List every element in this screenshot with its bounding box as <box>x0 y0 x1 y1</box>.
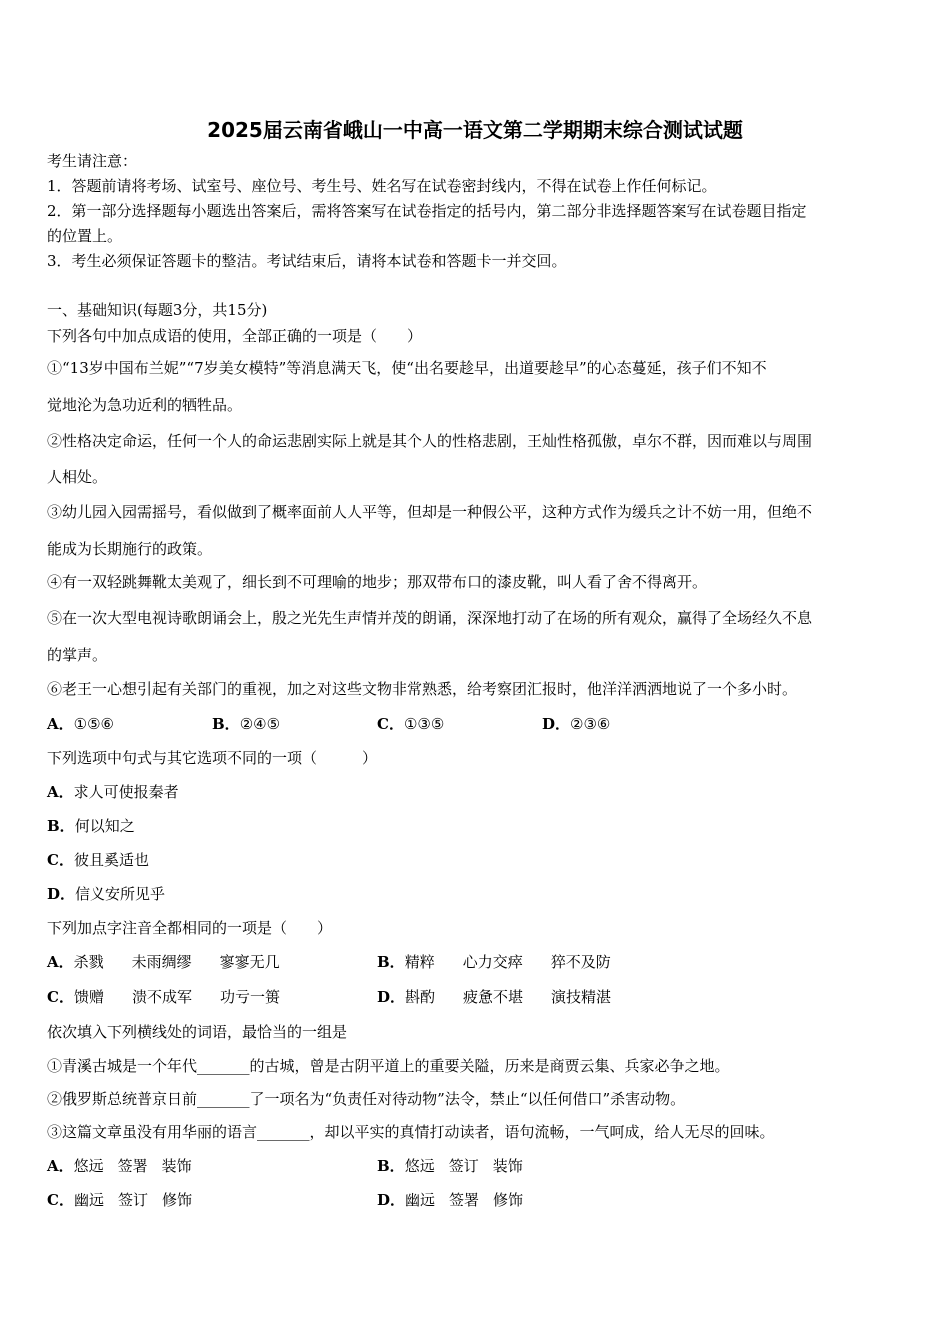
option-word-3: 装饰 <box>492 1157 523 1175</box>
option-text: ①③⑤ <box>403 715 445 733</box>
option-text: 求人可使报秦者 <box>73 783 179 801</box>
notice-item-3: 3．考生必须保证答题卡的整洁。考试结束后，请将本试卷和答题卡一并交回。 <box>47 252 567 270</box>
q3-option-d[interactable] <box>377 987 611 1007</box>
option-word-2: 未雨绸缪 <box>131 953 192 971</box>
q4-stem: 依次填入下列横线处的词语，最恰当的一组是 <box>47 1023 348 1041</box>
option-word-1: 悠远 <box>73 1157 104 1175</box>
option-word-1: 杀戮 <box>73 953 104 971</box>
option-text: 信义安所见乎 <box>75 885 166 903</box>
q4-option-d[interactable] <box>377 1190 523 1210</box>
q2-option-a[interactable] <box>47 782 179 802</box>
q1-option-a[interactable] <box>47 714 114 734</box>
option-text: 彼且奚适也 <box>73 851 149 869</box>
option-word-2: 签署 <box>117 1157 148 1175</box>
option-word-2: 溃不成军 <box>131 988 192 1006</box>
option-word-1: 幽远 <box>73 1191 104 1209</box>
option-label: D． <box>47 885 76 903</box>
q2-stem: 下列选项中句式与其它选项不同的一项（ ） <box>47 749 378 767</box>
option-label: A． <box>47 783 74 801</box>
q4-sentence-2: ②俄罗斯总统普京日前_______了一项名为“负责任对待动物”法令，禁止“以任何借口”杀害动物。 <box>47 1090 686 1108</box>
page-title: 2025届云南省峨山一中高一语文第二学期期末综合测试试题 <box>207 118 743 142</box>
q1-sentence-3-cont: 能成为长期施行的政策。 <box>47 540 213 558</box>
q1-sentence-2: ②性格决定命运，任何一个人的命运悲剧实际上就是其个人的性格悲剧，王灿性格孤傲，卓尔不群，因而难以与周围 <box>47 432 813 450</box>
notice-item-2-cont: 的位置上。 <box>47 227 123 245</box>
notice-item-2: 2．第一部分选择题每小题选出答案后，需将答案写在试卷指定的括号内，第二部分非选择题答案写在试卷题目指定 <box>47 202 807 220</box>
option-word-3: 装饰 <box>161 1157 192 1175</box>
option-label: C． <box>377 715 404 733</box>
q4-option-a[interactable] <box>47 1156 192 1176</box>
q1-sentence-6: ⑥老王一心想引起有关部门的重视，加之对这些文物非常熟悉，给考察团汇报时，他洋洋洒洒地说了一个多小时。 <box>47 680 798 698</box>
option-text: ②④⑤ <box>239 715 281 733</box>
option-word-1: 斟酌 <box>405 988 436 1006</box>
option-word-3: 修饰 <box>161 1191 192 1209</box>
option-label: B． <box>47 817 75 835</box>
option-word-1: 馈赠 <box>73 988 104 1006</box>
option-word-3: 演技精湛 <box>551 988 612 1006</box>
q4-sentence-1: ①青溪古城是一个年代_______的古城，曾是古阴平道上的重要关隘，历来是商贾云集、兵家必争之地。 <box>47 1057 730 1075</box>
option-word-2: 签订 <box>448 1157 479 1175</box>
q1-sentence-4: ④有一双轻跳舞靴太美观了，细长到不可理喻的地步；那双带布口的漆皮靴，叫人看了舍不得离开。 <box>47 573 708 591</box>
option-word-2: 签署 <box>449 1191 480 1209</box>
q2-option-b[interactable] <box>47 816 135 836</box>
option-label: C． <box>47 851 74 869</box>
option-label: B． <box>212 715 240 733</box>
q1-option-d[interactable] <box>542 714 610 734</box>
notice-heading: 考生请注意： <box>47 152 138 170</box>
q2-option-d[interactable] <box>47 884 165 904</box>
option-word-1: 精粹 <box>404 953 435 971</box>
option-word-2: 疲惫不堪 <box>463 988 524 1006</box>
q1-sentence-3: ③幼儿园入园需摇号，看似做到了概率面前人人平等，但却是一种假公平，这种方式作为缓兵之计不妨一用，但绝不 <box>47 503 813 521</box>
option-label: A． <box>47 1157 74 1175</box>
q1-sentence-1-cont: 觉地沦为急功近利的牺牲品。 <box>47 396 243 414</box>
option-label: D． <box>542 715 571 733</box>
q4-option-c[interactable] <box>47 1190 192 1210</box>
option-word-1: 幽远 <box>405 1191 436 1209</box>
option-text: ②③⑥ <box>570 715 611 733</box>
q3-option-c[interactable] <box>47 987 280 1007</box>
option-word-3: 猝不及防 <box>550 953 611 971</box>
option-text: ①⑤⑥ <box>73 715 114 733</box>
q2-option-c[interactable] <box>47 850 149 870</box>
option-word-3: 功亏一篑 <box>219 988 280 1006</box>
option-word-1: 悠远 <box>404 1157 435 1175</box>
option-label: C． <box>47 1191 74 1209</box>
option-text: 何以知之 <box>74 817 135 835</box>
q1-sentence-5-cont: 的掌声。 <box>47 646 108 664</box>
option-label: B． <box>377 1157 405 1175</box>
q1-stem: 下列各句中加点成语的使用，全部正确的一项是（ ） <box>47 327 423 345</box>
option-word-3: 修饰 <box>493 1191 524 1209</box>
option-label: D． <box>377 1191 406 1209</box>
notice-item-1: 1．答题前请将考场、试室号、座位号、考生号、姓名写在试卷密封线内，不得在试卷上作任何标记。 <box>47 177 717 195</box>
option-label: B． <box>377 953 405 971</box>
q1-option-c[interactable] <box>377 714 444 734</box>
q1-sentence-1: ①“13岁中国布兰妮”“7岁美女模特”等消息满天飞，使“出名要趁早，出道要趁早”的心态蔓延，孩子们不知不 <box>47 359 767 377</box>
option-word-2: 签订 <box>117 1191 148 1209</box>
option-label: D． <box>377 988 406 1006</box>
option-label: A． <box>47 953 74 971</box>
option-label: C． <box>47 988 74 1006</box>
q3-option-a[interactable] <box>47 952 280 972</box>
q4-sentence-3: ③这篇文章虽没有用华丽的语言_______，却以平实的真情打动读者，语句流畅，一气呵成，给人无尽的回味。 <box>47 1123 775 1141</box>
q1-sentence-2-cont: 人相处。 <box>47 468 108 486</box>
section-heading: 一、基础知识(每题3分，共15分) <box>47 301 268 319</box>
option-label: A． <box>47 715 74 733</box>
option-word-2: 心力交瘁 <box>462 953 523 971</box>
q1-sentence-5: ⑤在一次大型电视诗歌朗诵会上，殷之光先生声情并茂的朗诵，深深地打动了在场的所有观众，赢得了全场经久不息 <box>47 609 813 627</box>
q3-option-b[interactable] <box>377 952 611 972</box>
q3-stem: 下列加点字注音全都相同的一项是（ ） <box>47 919 333 937</box>
option-word-3: 寥寥无几 <box>219 953 280 971</box>
q4-option-b[interactable] <box>377 1156 523 1176</box>
q1-option-b[interactable] <box>212 714 280 734</box>
